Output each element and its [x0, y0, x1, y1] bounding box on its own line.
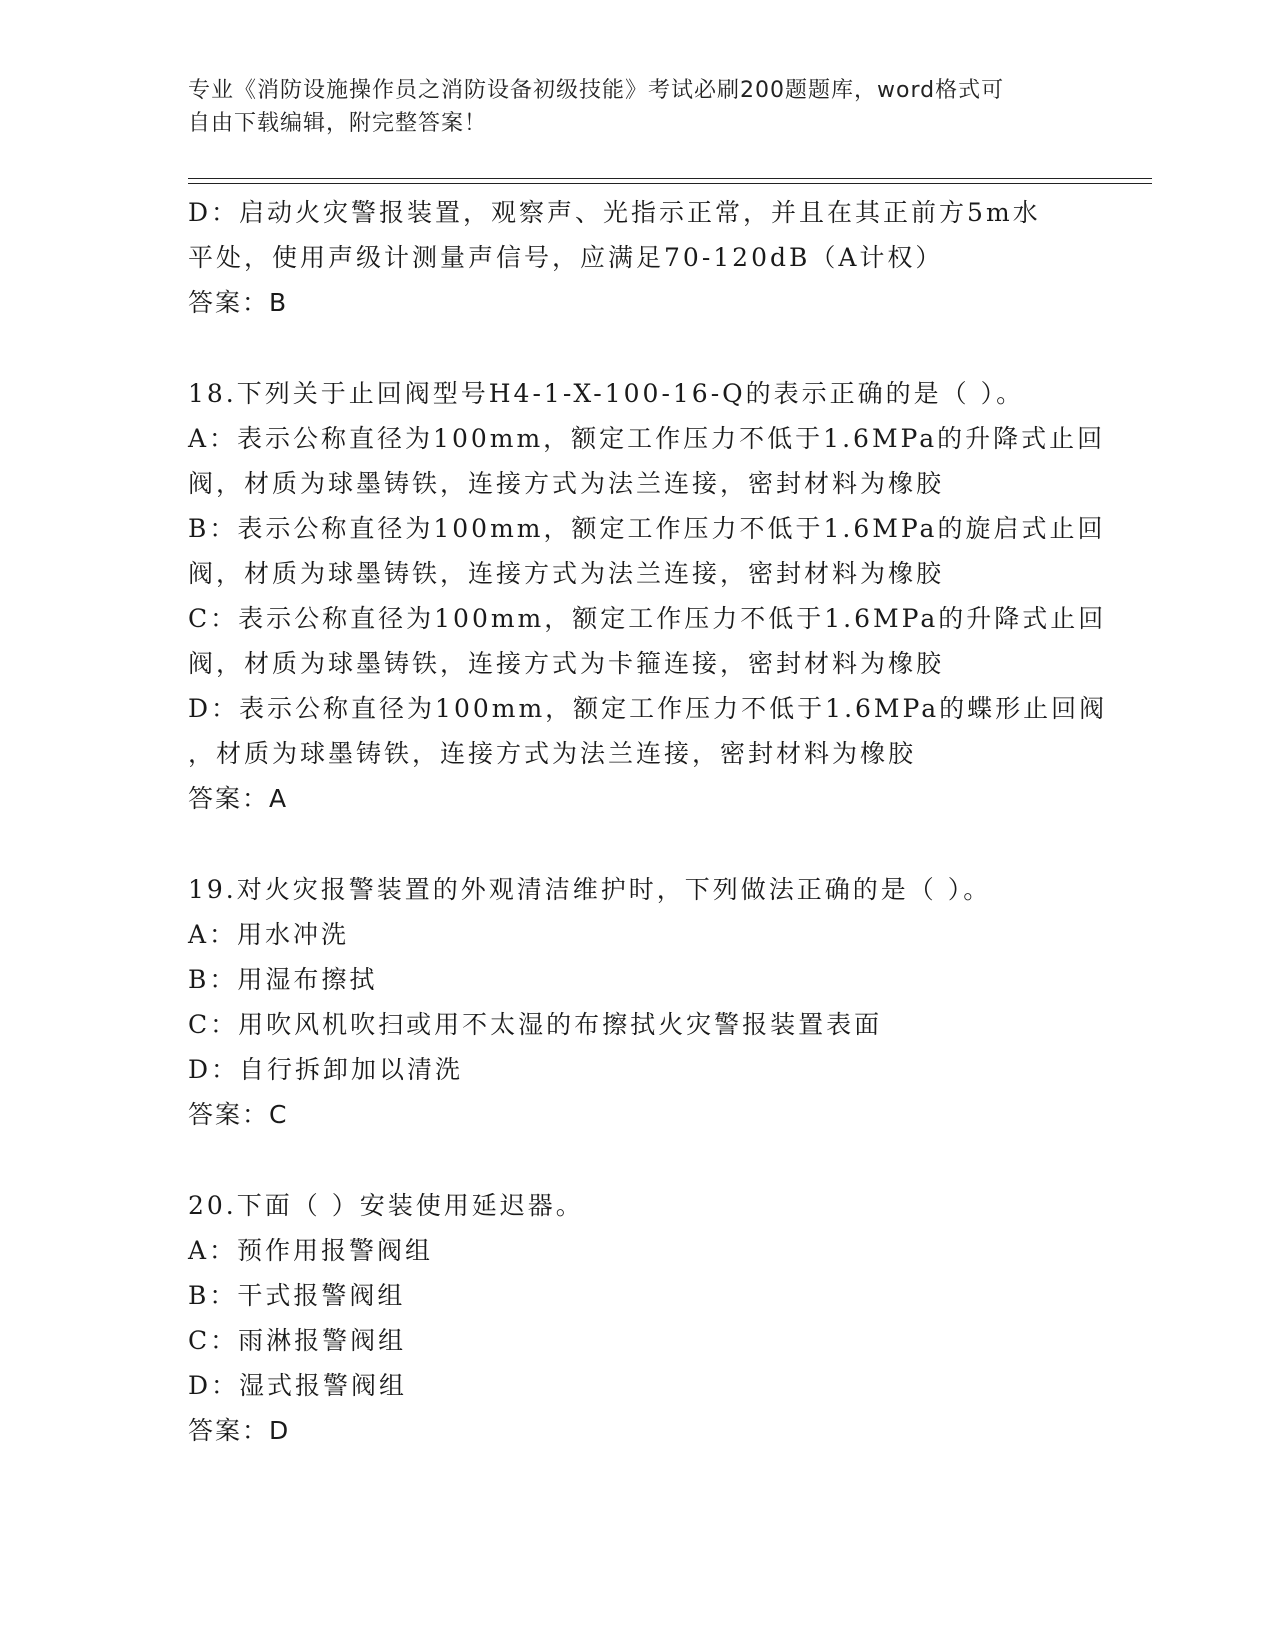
- question-text: 18.下列关于止回阀型号H4-1-X-100-16-Q的表示正确的是（ ）。: [188, 379, 1025, 408]
- option-b-line-1: B：表示公称直径为100mm，额定工作压力不低于1.6MPa的旋启式止回: [188, 514, 1106, 543]
- option-a: A：用水冲洗: [188, 920, 350, 949]
- question-text: 20.下面（ ）安装使用延迟器。: [188, 1191, 584, 1220]
- answer: 答案：D: [188, 1416, 291, 1445]
- option-a: A：预作用报警阀组: [188, 1236, 434, 1265]
- option-c-line-1: C：表示公称直径为100mm，额定工作压力不低于1.6MPa的升降式止回: [188, 604, 1107, 633]
- option-b: B：用湿布擦拭: [188, 965, 378, 994]
- spacer: [188, 1137, 1088, 1183]
- header-divider-top: [188, 178, 1152, 179]
- option-b: B：干式报警阀组: [188, 1281, 406, 1310]
- question-20: [188, 1183, 1088, 1453]
- question-19: [188, 867, 1088, 1137]
- answer: 答案：A: [188, 784, 289, 813]
- option-a-line-1: A：表示公称直径为100mm，额定工作压力不低于1.6MPa的升降式止回: [188, 424, 1106, 453]
- option-d-line-1: D：启动火灾警报装置，观察声、光指示正常，并且在其正前方5m水: [188, 198, 1041, 227]
- option-d: D：湿式报警阀组: [188, 1371, 408, 1400]
- option-b-line-2: 阀，材质为球墨铸铁，连接方式为法兰连接，密封材料为橡胶: [188, 559, 945, 588]
- answer: 答案：B: [188, 288, 289, 317]
- option-d-line-1: D：表示公称直径为100mm，额定工作压力不低于1.6MPa的蝶形止回阀: [188, 694, 1108, 723]
- document-header: [188, 74, 1088, 140]
- question-17-tail: [188, 190, 1088, 325]
- option-a-line-2: 阀，材质为球墨铸铁，连接方式为法兰连接，密封材料为橡胶: [188, 469, 945, 498]
- spacer: [188, 821, 1088, 867]
- option-d-line-2: 平处，使用声级计测量声信号，应满足70-120dB（A计权）: [188, 243, 944, 272]
- spacer: [188, 325, 1088, 371]
- question-text: 19.对火灾报警装置的外观清洁维护时，下列做法正确的是（ ）。: [188, 875, 992, 904]
- document-body: [188, 190, 1108, 1453]
- option-d-line-2: ，材质为球墨铸铁，连接方式为法兰连接，密封材料为橡胶: [188, 739, 917, 768]
- answer: 答案：C: [188, 1100, 289, 1129]
- question-18: [188, 371, 1108, 821]
- header-divider-bottom: [188, 183, 1152, 184]
- header-line-2: 自由下载编辑，附完整答案！: [188, 111, 488, 136]
- option-d: D：自行拆卸加以清洗: [188, 1055, 464, 1084]
- option-c: C：用吹风机吹扫或用不太湿的布擦拭火灾警报装置表面: [188, 1010, 883, 1039]
- option-c-line-2: 阀，材质为球墨铸铁，连接方式为卡箍连接，密封材料为橡胶: [188, 649, 945, 678]
- header-line-1: 专业《消防设施操作员之消防设备初级技能》考试必刷200题题库，word格式可: [188, 78, 1005, 103]
- option-c: C：雨淋报警阀组: [188, 1326, 407, 1355]
